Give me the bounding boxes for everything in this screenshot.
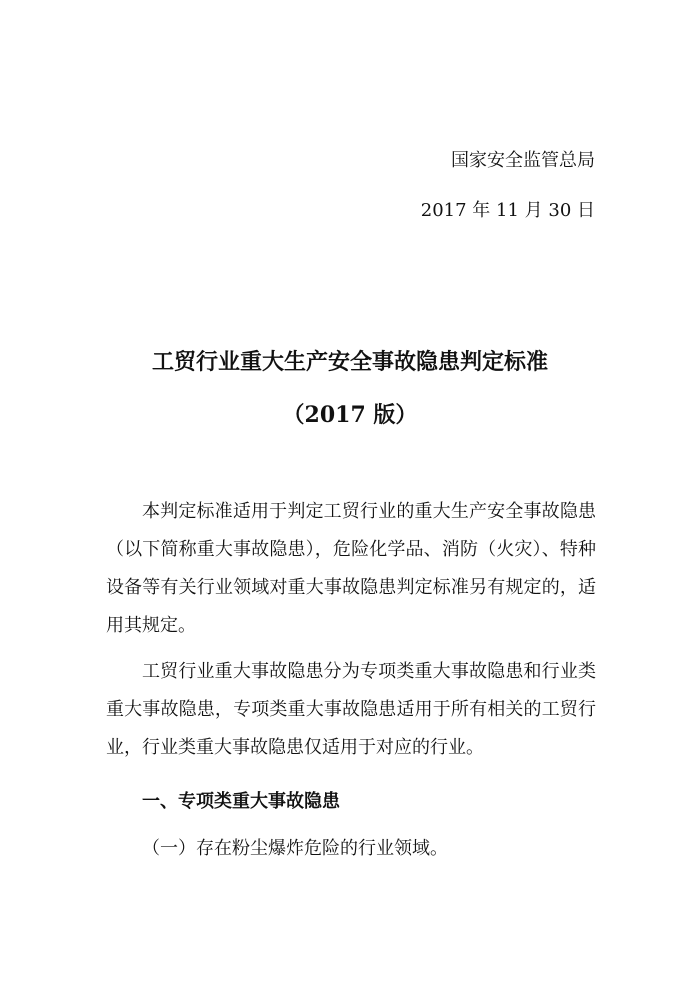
body-paragraph: 本判定标准适用于判定工贸行业的重大生产安全事故隐患（以下简称重大事故隐患），危险化学品、消防（火灾）、特种设备等有关行业领域对重大事故隐患判定标准另有规定的，适用其规定。: [106, 501, 596, 636]
issue-date: 2017 年 11 月 30 日: [420, 200, 595, 221]
document-version: （2017 版）: [282, 402, 418, 428]
issuing-authority: 国家安全监管总局: [451, 150, 595, 171]
subsection-heading: （一）存在粉尘爆炸危险的行业领域。: [142, 838, 448, 859]
body-paragraph: 工贸行业重大事故隐患分为专项类重大事故隐患和行业类重大事故隐患，专项类重大事故隐患适用于所有相关的工贸行业，行业类重大事故隐患仅适用于对应的行业。: [106, 661, 596, 758]
document-title: 工贸行业重大生产安全事故隐患判定标准: [151, 349, 548, 375]
section-heading: 一、专项类重大事故隐患: [142, 791, 340, 812]
